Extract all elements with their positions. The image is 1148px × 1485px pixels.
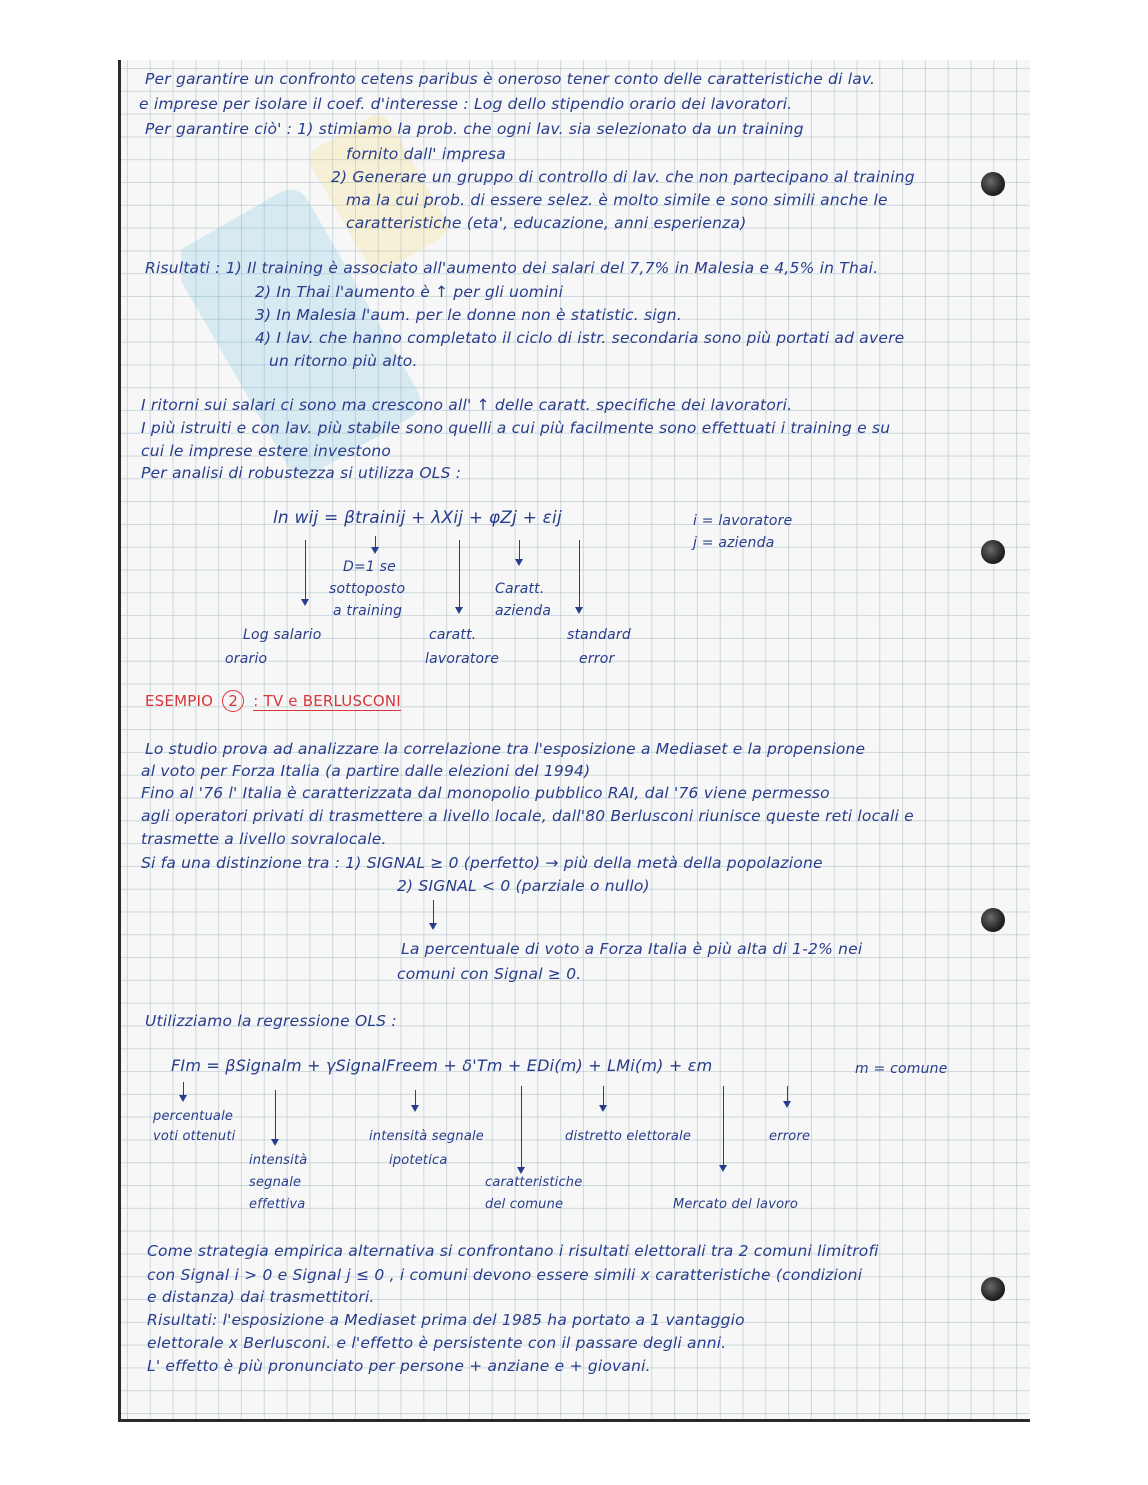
binder-hole-icon: [981, 1277, 1005, 1301]
formula-legend-i: i = lavoratore: [693, 513, 793, 529]
annotation: a training: [333, 603, 403, 619]
binder-hole-icon: [981, 172, 1005, 196]
text-line: 4) I lav. che hanno completato il ciclo di istr. secondaria sono più portati ad avere: [255, 329, 905, 347]
example-number-badge: 2: [222, 690, 244, 712]
annotation: lavoratore: [425, 651, 500, 667]
annotation: sottoposto: [329, 581, 406, 597]
annotation: intensità: [249, 1153, 308, 1168]
text-line: Per garantire un confronto cetens paribus è oneroso tener conto delle caratteristiche di lav.: [145, 70, 876, 88]
annotation: Caratt.: [495, 581, 545, 597]
annotation: caratt.: [429, 627, 477, 643]
text-line: I ritorni sui salari ci sono ma crescono all' ↑ delle caratt. specifiche dei lavoratori.: [141, 396, 793, 414]
text-line: Risultati : 1) Il training è associato all'aumento dei salari del 7,7% in Malesia e 4,5% in Thai.: [145, 259, 879, 277]
annotation: Log salario: [243, 627, 322, 643]
text-line: Utilizziamo la regressione OLS :: [145, 1012, 397, 1030]
text-line: Fino al '76 l' Italia è caratterizzata dal monopolio pubblico RAI, dal '76 viene permesso: [141, 784, 830, 802]
text-line: e distanza) dai trasmettitori.: [147, 1288, 375, 1306]
annotation: D=1 se: [343, 559, 396, 575]
text-line: Lo studio prova ad analizzare la correlazione tra l'esposizione a Mediaset e la propensione: [145, 740, 866, 758]
text-line: Come strategia empirica alternativa si confrontano i risultati elettorali tra 2 comuni limitrofi: [147, 1242, 879, 1260]
text-line: cui le imprese estere investono: [141, 442, 392, 460]
text-line: 2) Generare un gruppo di controllo di lav. che non partecipano al training: [331, 168, 915, 186]
text-line: con Signal i > 0 e Signal j ≤ 0 , i comuni devono essere simili x caratteristiche (condizioni: [147, 1266, 863, 1284]
arrow-down-icon: [183, 1082, 184, 1100]
arrow-down-icon: [375, 536, 376, 552]
text-line: agli operatori privati di trasmettere a livello locale, dall'80 Berlusconi riunisce queste reti locali e: [141, 807, 914, 825]
text-line: comuni con Signal ≥ 0.: [397, 965, 582, 983]
annotation: segnale: [249, 1175, 302, 1190]
text-line: elettorale x Berlusconi. e l'effetto è persistente con il passare degli anni.: [147, 1334, 727, 1352]
arrow-down-icon: [305, 540, 306, 604]
text-line: un ritorno più alto.: [269, 352, 418, 370]
arrow-down-icon: [415, 1090, 416, 1110]
text-line: Per analisi di robustezza si utilizza OLS :: [141, 464, 462, 482]
text-line: trasmette a livello sovralocale.: [141, 830, 387, 848]
text-line: I più istruiti e con lav. più stabile sono quelli a cui più facilmente sono effettuati i training e su: [141, 419, 891, 437]
binder-hole-icon: [981, 908, 1005, 932]
binder-hole-icon: [981, 540, 1005, 564]
annotation: errore: [769, 1129, 811, 1144]
annotation: voti ottenuti: [153, 1129, 236, 1144]
text-line: Risultati: l'esposizione a Mediaset prima del 1985 ha portato a 1 vantaggio: [147, 1311, 745, 1329]
arrow-down-icon: [519, 540, 520, 564]
annotation: Mercato del lavoro: [673, 1197, 798, 1212]
text-line: 2) In Thai l'aumento è ↑ per gli uomini: [255, 283, 564, 301]
formula-ols-signal: FIm = βSignalm + γSignalFreem + δ'Tm + EDi(m) + LMi(m) + εm: [171, 1056, 713, 1075]
arrow-down-icon: [275, 1090, 276, 1144]
annotation: caratteristiche: [485, 1175, 583, 1190]
text-line: Si fa una distinzione tra : 1) SIGNAL ≥ 0 (perfetto) → più della metà della popolazione: [141, 854, 823, 872]
annotation: ipotetica: [389, 1153, 448, 1168]
arrow-down-icon: [579, 540, 580, 612]
annotation: del comune: [485, 1197, 564, 1212]
annotation: standard: [567, 627, 631, 643]
text-line: al voto per Forza Italia (a partire dalle elezioni del 1994): [141, 762, 591, 780]
arrow-down-icon: [603, 1086, 604, 1110]
arrow-down-icon: [433, 900, 434, 928]
notebook-page: [118, 60, 1030, 1422]
text-line: fornito dall' impresa: [346, 145, 506, 163]
annotation: effettiva: [249, 1197, 306, 1212]
annotation: percentuale: [153, 1109, 234, 1124]
formula-legend-m: m = comune: [855, 1061, 948, 1077]
text-line: Per garantire ciò' : 1) stimiamo la prob. che ogni lav. sia selezionato da un training: [145, 120, 804, 138]
example-heading: [145, 690, 401, 712]
annotation: error: [579, 651, 615, 667]
text-line: La percentuale di voto a Forza Italia è più alta di 1-2% nei: [401, 940, 863, 958]
arrow-down-icon: [787, 1086, 788, 1106]
text-line: ma la cui prob. di essere selez. è molto simile e sono simili anche le: [346, 191, 888, 209]
example-label: ESEMPIO: [145, 692, 214, 710]
example-title: : TV e BERLUSCONI: [253, 692, 401, 710]
arrow-down-icon: [459, 540, 460, 612]
annotation: orario: [225, 651, 268, 667]
text-line: 2) SIGNAL < 0 (parziale o nullo): [397, 877, 650, 895]
arrow-down-icon: [723, 1086, 724, 1170]
annotation: azienda: [495, 603, 552, 619]
text-line: L' effetto è più pronunciato per persone + anziane e + giovani.: [147, 1357, 651, 1375]
text-line: e imprese per isolare il coef. d'interesse : Log dello stipendio orario dei lavoratori.: [139, 95, 793, 113]
text-line: 3) In Malesia l'aum. per le donne non è statistic. sign.: [255, 306, 682, 324]
arrow-down-icon: [521, 1086, 522, 1172]
annotation: intensità segnale: [369, 1129, 485, 1144]
formula-legend-j: j = azienda: [693, 535, 775, 551]
annotation: distretto elettorale: [565, 1129, 692, 1144]
formula-ols-training: ln wij = βtrainij + λXij + φZj + εij: [273, 508, 562, 528]
text-line: caratteristiche (eta', educazione, anni esperienza): [346, 214, 747, 232]
